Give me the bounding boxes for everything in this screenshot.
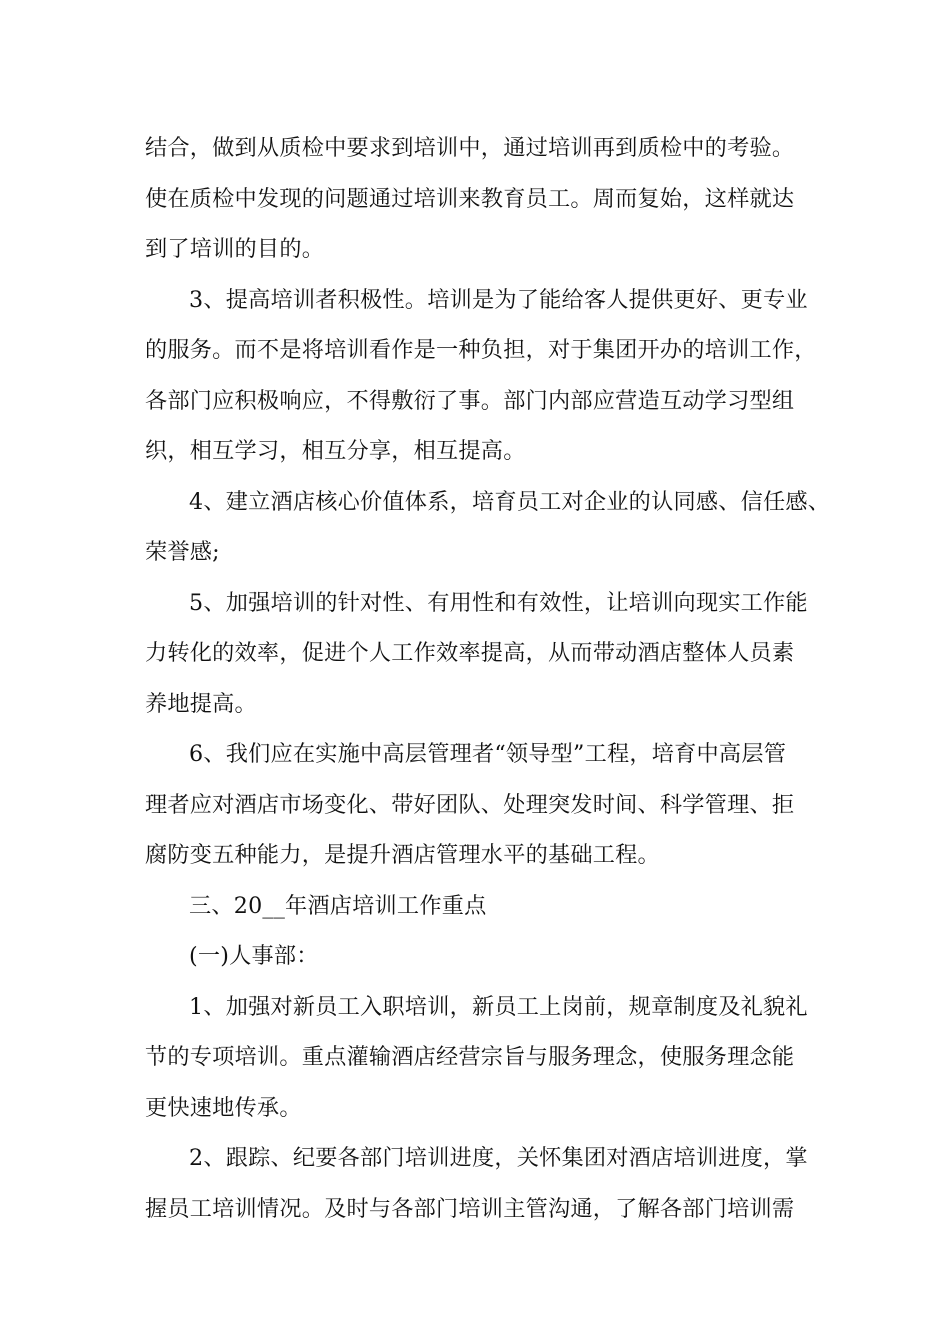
text-line: 使在质检中发现的问题通过培训来教育员工。周而复始，这样就达 (145, 185, 795, 212)
paragraph-6-start: 6、我们应在实施中高层管理者“领导型”工程，培育中高层管 (189, 741, 787, 767)
text-line: 力转化的效率，促进个人工作效率提高，从而带动酒店整体人员素 (145, 640, 795, 666)
text-line: 更快速地传承。 (145, 1094, 302, 1121)
text-line: 到了培训的目的。 (145, 236, 325, 262)
text-line: 荣誉感; (145, 539, 220, 565)
paragraph-5-start: 5、加强培训的针对性、有用性和有效性，让培训向现实工作能 (189, 589, 808, 616)
subsection-heading: (一)人事部： (189, 943, 319, 969)
paragraph-hr-2-start: 2、跟踪、纪要各部门培训进度，关怀集团对酒店培训进度，掌 (189, 1145, 808, 1171)
text-line: 结合，做到从质检中要求到培训中，通过培训再到质检中的考验。 (145, 135, 795, 161)
text-line: 节的专项培训。重点灌输酒店经营宗旨与服务理念，使服务理念能 (145, 1044, 795, 1070)
text-line: 各部门应积极响应，不得敷衍了事。部门内部应营造互动学习型组 (145, 387, 795, 414)
paragraph-4-start: 4、建立酒店核心价值体系，培育员工对企业的认同感、信任感、 (189, 488, 831, 515)
text-line: 的服务。而不是将培训看作是一种负担，对于集团开办的培训工作， (145, 337, 817, 363)
text-line: 织，相互学习，相互分享，相互提高。 (145, 438, 526, 464)
text-line: 腐防变五种能力，是提升酒店管理水平的基础工程。 (145, 842, 660, 868)
text-line: 理者应对酒店市场变化、带好团队、处理突发时间、科学管理、拒 (145, 791, 795, 818)
document-body (145, 128, 831, 1239)
text-line: 握员工培训情况。及时与各部门培训主管沟通，了解各部门培训需 (145, 1195, 795, 1222)
text-line: 养地提高。 (145, 690, 257, 717)
paragraph-hr-1-start: 1、加强对新员工入职培训，新员工上岗前，规章制度及礼貌礼 (189, 993, 808, 1020)
section-heading: 三、20__年酒店培训工作重点 (189, 892, 487, 919)
paragraph-3-start: 3、提高培训者积极性。培训是为了能给客人提供更好、更专业 (189, 286, 808, 313)
